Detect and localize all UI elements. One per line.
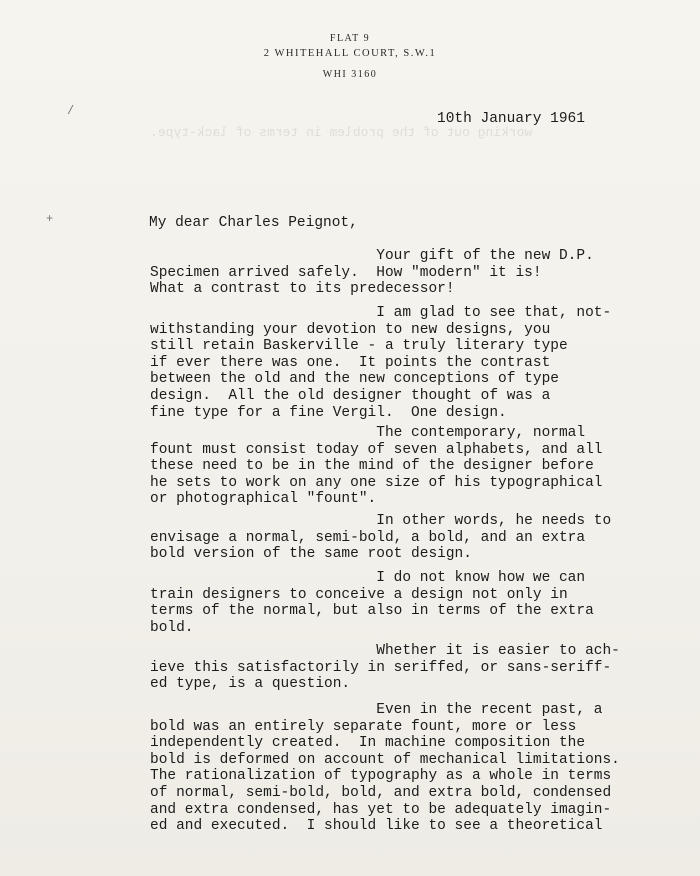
paragraph-2: I am glad to see that, not- withstanding your devotion to new designs, you still retain Baskerville - a truly literary type if ever there was one. It points the contrast between the old and the new conceptions of type design. All the old designer thought of was a fine type for a fine Vergil. One design. [150, 305, 612, 421]
letterhead-flat: FLAT 9 [329, 33, 371, 44]
show-through-text: working out of the problem in terms of lack-type. [150, 125, 533, 140]
letterhead-phone: WHI 3160 [322, 69, 378, 80]
paragraph-7: Even in the recent past, a bold was an entirely separate fount, more or less independently created. In machine composition the bold is deformed on account of mechanical limitations. The rationalization of typography as a whole in terms of normal, semi-bold, bold, and extra bold, condensed and extra condensed, has yet to be adequately imagin- ed and executed. I should like to see a theoretical [150, 702, 620, 835]
paragraph-1: Your gift of the new D.P. Specimen arrived safely. How "modern" it is! What a contrast to its predecessor! [150, 248, 594, 298]
salutation: My dear Charles Peignot, [149, 215, 358, 231]
letter-date: 10th January 1961 [437, 111, 585, 127]
margin-mark: + [46, 212, 54, 226]
paragraph-5: I do not know how we can train designers to conceive a design not only in terms of the normal, but also in terms of the extra bold. [150, 570, 594, 636]
paragraph-3: The contemporary, normal fount must consist today of seven alphabets, and all these need to be in the mind of the designer before he sets to work on any one size of his typographical or photographical "fount". [150, 425, 603, 508]
letterhead-address: 2 WHITEHALL COURT, S.W.1 [263, 48, 437, 59]
paragraph-4: In other words, he needs to envisage a normal, semi-bold, a bold, and an extra bold version of the same root design. [150, 513, 612, 563]
margin-mark: / [67, 104, 75, 118]
paragraph-6: Whether it is easier to ach- ieve this satisfactorily in seriffed, or sans-seriff- ed type, is a question. [150, 643, 620, 693]
